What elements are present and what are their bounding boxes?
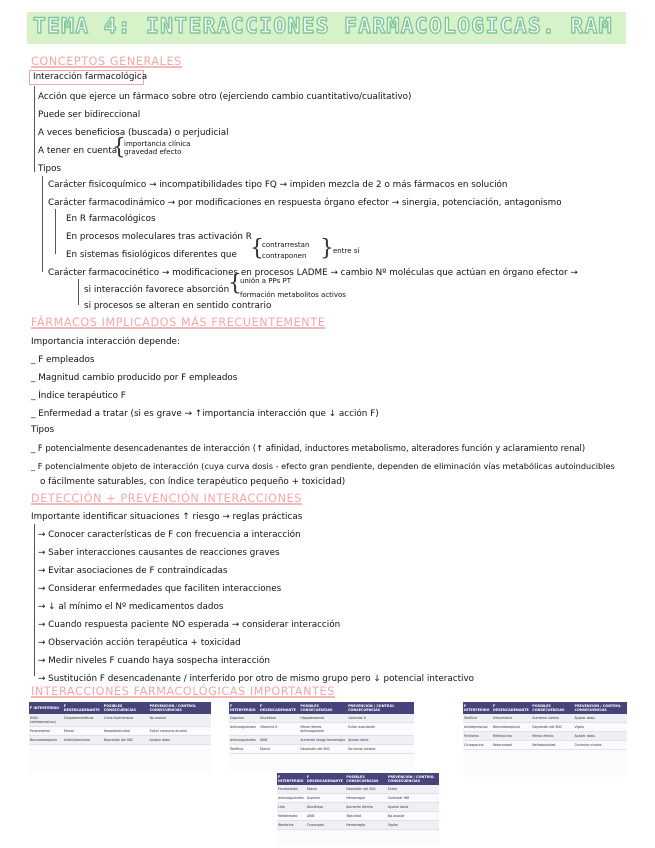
tree-line: [78, 279, 79, 305]
table-cell: Simpatomiméticos: [63, 714, 103, 727]
table-cell: Vigilar: [387, 821, 439, 830]
table-cell: Anticoagulantes: [229, 723, 259, 736]
table: [29, 702, 211, 745]
table-cell: Benzodiacepinas: [29, 736, 63, 745]
brace: }: [320, 236, 334, 261]
table-cell: Depresión del SNC: [299, 745, 347, 754]
table-cell: Ketoconazol: [492, 741, 531, 750]
table-cell: AINE: [306, 812, 345, 821]
interaction-table-1: [29, 702, 211, 772]
table-cell: Evitar asociación: [347, 723, 414, 736]
farmacodinamico-detail: contrarrestan: [262, 241, 310, 249]
farmacocinetico-detail: unión a PPs PT: [240, 277, 291, 285]
page-title: TEMA 4: INTERACCIONES FARMACOLOGICAS. RAM: [33, 14, 613, 38]
table-cell: Diuréticos: [259, 714, 299, 723]
deteccion-item: → ↓ al mínimo el Nº medicamentos dados: [38, 602, 224, 612]
concept-line: Acción que ejerce un fármaco sobre otro (ejerciendo cambio cuantitativo/cualitativo): [38, 92, 412, 102]
table-cell: Fluconazol: [306, 821, 345, 830]
deteccion-item: → Conocer características de F con frecuencia a interacción: [38, 530, 301, 540]
table-cell: Menor efecto: [531, 732, 573, 741]
table-cell: Litio: [277, 803, 306, 812]
table-cell: No asociar: [149, 714, 211, 727]
concept-sub: importancia clínica: [124, 140, 191, 148]
table-cell: No asociar: [387, 812, 439, 821]
table-cell: Depresión del SNC: [531, 723, 573, 732]
table-cell: Ajustar dosis: [347, 736, 414, 745]
interaccion-label: Interacción farmacológica: [33, 72, 148, 82]
table-header-cell: POSIBLES CONSECUENCIAS: [345, 773, 387, 785]
table-cell: Controlar niveles: [573, 741, 627, 750]
table-cell: Controlar K: [347, 714, 414, 723]
table-row: [29, 714, 211, 727]
table-row: [229, 745, 414, 754]
table-header-cell: F DESENCADENANTE: [63, 702, 103, 714]
table-cell: Fenobarbital: [277, 785, 306, 794]
table-cell: Warfarina: [277, 821, 306, 830]
tipo-farmacodinamico: Carácter farmacodinámico → por modificaciones en respuesta órgano efector → sinergia, potenciación, antagonismo: [48, 198, 562, 208]
deteccion-item: → Cuando respuesta paciente NO esperada → considerar interacción: [38, 620, 341, 630]
table-cell: Hipopotasemia: [299, 714, 347, 723]
table-cell: Fenitoína: [463, 732, 492, 741]
table-row: [463, 723, 627, 732]
table-cell: Depresión del SNC: [103, 736, 149, 745]
farmacos-tipos: Tipos: [31, 425, 55, 435]
deteccion-intro: Importante identificar situaciones ↑ riesgo → reglas prácticas: [31, 512, 303, 522]
table-header-cell: F DESENCADENANTE: [259, 702, 299, 714]
table-cell: Anticoagulantes: [229, 736, 259, 745]
table-cell: Nefrotoxicidad: [531, 741, 573, 750]
table-header-cell: POSIBLES CONSECUENCIAS: [531, 702, 573, 714]
table-row: [463, 741, 627, 750]
table-header-cell: F INTERFERIDO: [29, 702, 63, 714]
tree-line: [55, 209, 56, 254]
farmacos-item: _ F empleados: [31, 355, 95, 365]
deteccion-item: → Medir niveles F cuando haya sospecha interacción: [38, 656, 270, 666]
farmacodinamico-sub: En sistemas fisiológicos diferentes que: [66, 250, 237, 260]
tipos-label: Tipos: [38, 164, 62, 174]
farmacocinetico-sub: si procesos se alteran en sentido contrario: [84, 301, 272, 311]
table-cell: Aumento niveles: [531, 714, 573, 723]
table-cell: Metotrexato: [277, 812, 306, 821]
brace: {: [112, 135, 126, 160]
table-cell: Ciclosporina: [463, 741, 492, 750]
table-header-cell: PREVENCIÓN / CONTROL CONSECUENCIAS: [347, 702, 414, 714]
farmacos-item: _ Magnitud cambio producido por F empleados: [31, 373, 238, 383]
tree-line: [34, 524, 35, 676]
table-cell: AINE: [259, 736, 299, 745]
table-cell: Benzodiacepinas: [492, 723, 531, 732]
table-cell: Antidepresivos: [463, 723, 492, 732]
table-cell: Depresión del SNC: [345, 785, 387, 794]
deteccion-item: → Observación acción terapéutica + toxicidad: [38, 638, 241, 648]
table-row: [463, 732, 627, 741]
farmacos-tipo-cont: o fácilmente saturables, con índice terapéutico pequeño + toxicidad): [40, 477, 346, 487]
table-cell: Paracetamol: [29, 727, 63, 736]
table-row: [29, 727, 211, 736]
table-row: [277, 803, 439, 812]
table-cell: Teofilina: [463, 714, 492, 723]
table-row: [229, 714, 414, 723]
deteccion-item: → Saber interacciones causantes de reacciones graves: [38, 548, 280, 558]
table-cell: Evitar consumo alcohol: [149, 727, 211, 736]
table-header-cell: F INTERFERIDO: [463, 702, 492, 714]
table-cell: Toxicidad: [345, 812, 387, 821]
brace: {: [250, 236, 264, 261]
farmacodinamico-detail: contraponen: [262, 252, 307, 260]
farmacodinamico-sub: En procesos moleculares tras activación R: [66, 232, 252, 242]
farmacos-item: _ Índice terapéutico F: [31, 391, 126, 401]
section-conceptos-generales: CONCEPTOS GENERALES: [31, 55, 182, 68]
table-row: [277, 821, 439, 830]
interaction-table-4: [277, 773, 439, 845]
table-row: [229, 723, 414, 736]
brace: {: [228, 271, 242, 296]
table-header-cell: POSIBLES CONSECUENCIAS: [299, 702, 347, 714]
table-cell: Diuréticos: [306, 803, 345, 812]
table-header-cell: PREVENCIÓN / CONTROL CONSECUENCIAS: [573, 702, 627, 714]
section-farmacos-implicados: FÁRMACOS IMPLICADOS MÁS FRECUENTEMENTE: [31, 316, 326, 329]
table: [277, 773, 439, 830]
table-row: [277, 785, 439, 794]
table-cell: Aumento riesgo hemorragia: [299, 736, 347, 745]
tree-line: [34, 86, 35, 172]
tree-line: [42, 176, 43, 272]
table-cell: No tomar alcohol: [347, 745, 414, 754]
table-cell: Ajustar dosis: [387, 803, 439, 812]
table-row: [463, 714, 627, 723]
table-cell: Ajustar dosis: [573, 714, 627, 723]
concept-line: A tener en cuenta: [38, 146, 118, 156]
table-cell: Etanol: [63, 727, 103, 736]
table-cell: Vigilar: [573, 723, 627, 732]
table-cell: Teofilina: [229, 745, 259, 754]
farmacos-tipo: _ F potencialmente desencadenantes de interacción (↑ afinidad, inductores metabolismo, alteradores función y aclaramiento renal): [31, 443, 586, 453]
tipo-farmacocinetico: Carácter farmacocinético → modificaciones en procesos LADME → cambio Nº moléculas que actúan en órgano efector →: [48, 268, 578, 278]
table-cell: Antihistamínicos: [63, 736, 103, 745]
table-cell: Vitamina K: [259, 723, 299, 736]
tipo-fisicoquimico: Carácter fisicoquímico → incompatibilidades tipo FQ → impiden mezcla de 2 o más fármacos en solución: [48, 180, 508, 190]
table-cell: Hemorragia: [345, 794, 387, 803]
section-deteccion-prevencion: DETECCIÓN + PREVENCIÓN INTERACCIONES: [31, 492, 302, 505]
table-cell: Rifampicina: [492, 732, 531, 741]
table-cell: Etanol: [306, 785, 345, 794]
table-header-cell: F INTERFERIDO: [229, 702, 259, 714]
table-header-cell: F DESENCADENANTE: [306, 773, 345, 785]
section-interacciones-importantes: INTERACCIONES FARMACOLÓGICAS IMPORTANTES: [31, 685, 335, 698]
farmacodinamico-sub: En R farmacológicos: [66, 214, 156, 224]
farmacos-intro: Importancia interacción depende:: [31, 337, 180, 347]
table-cell: Eritromicina: [492, 714, 531, 723]
table-cell: Aspirina: [306, 794, 345, 803]
table-row: [277, 812, 439, 821]
concept-line: A veces beneficiosa (buscada) o perjudicial: [38, 128, 229, 138]
table-cell: Hepatotoxicidad: [103, 727, 149, 736]
table-row: [229, 736, 414, 745]
table-header-cell: POSIBLES CONSECUENCIAS: [103, 702, 149, 714]
concept-sub: gravedad efecto: [124, 148, 182, 156]
table-cell: Menor efecto anticoagulante: [299, 723, 347, 736]
table-row: [29, 736, 211, 745]
deteccion-item: → Considerar enfermedades que faciliten interacciones: [38, 584, 282, 594]
interaction-table-2: [229, 702, 414, 770]
table-header-cell: F INTERFERIDO: [277, 773, 306, 785]
deteccion-item: → Sustitución F desencadenante / interferido por otro de mismo grupo pero ↓ potencial interactivo: [38, 674, 475, 684]
farmacodinamico-detail: entre sí: [333, 247, 360, 255]
table-row: [277, 794, 439, 803]
deteccion-item: → Evitar asociaciones de F contraindicadas: [38, 566, 228, 576]
table-cell: Digoxina: [229, 714, 259, 723]
table-cell: Ajustar dosis: [149, 736, 211, 745]
farmacocinetico-sub: si interacción favorece absorción: [84, 285, 230, 295]
table-cell: Hemorragia: [345, 821, 387, 830]
table-cell: Anticoagulantes: [277, 794, 306, 803]
farmacocinetico-detail: formación metabolitos activos: [240, 291, 346, 299]
table-cell: Crisis hipertensiva: [103, 714, 149, 727]
table: [463, 702, 627, 750]
table-header-cell: PREVENCIÓN / CONTROL CONSECUENCIAS: [149, 702, 211, 714]
table-cell: Etanol: [259, 745, 299, 754]
table-cell: Evitar: [387, 785, 439, 794]
farmacos-tipo: _ F potencialmente objeto de interacción (cuya curva dosis - efecto gran pendiente, dependen de eliminación vías metabólicas autoinducibles: [31, 461, 615, 471]
table-cell: Aumento litemia: [345, 803, 387, 812]
table-cell: IMAO (antidepresivos): [29, 714, 63, 727]
farmacos-item: _ Enfermedad a tratar (si es grave → ↑importancia interacción que ↓ acción F): [31, 409, 379, 419]
table-header-cell: PREVENCIÓN / CONTROL CONSECUENCIAS: [387, 773, 439, 785]
concept-line: Puede ser bidireccional: [38, 110, 141, 120]
table-cell: Controlar INR: [387, 794, 439, 803]
table-header-cell: F DESENCADENANTE: [492, 702, 531, 714]
interaction-table-3: [463, 702, 627, 777]
table-cell: Ajustar dosis: [573, 732, 627, 741]
table: [229, 702, 414, 754]
